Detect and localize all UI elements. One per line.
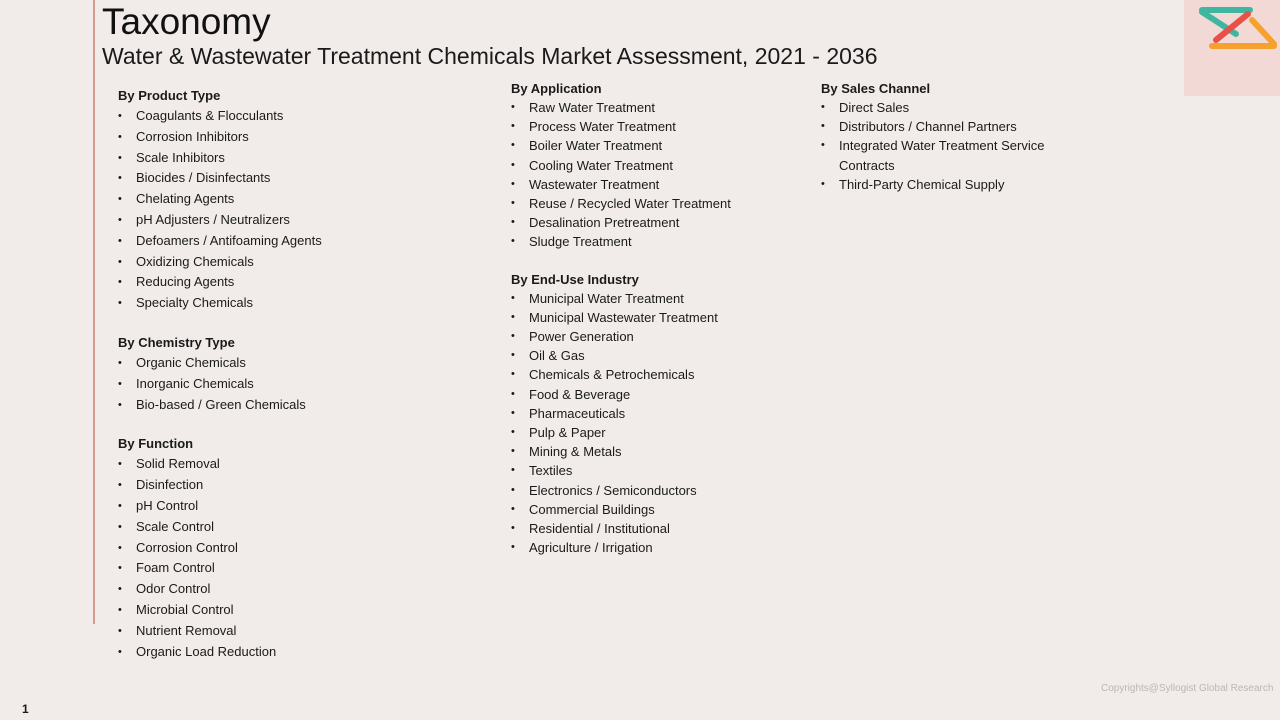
item-list	[118, 454, 488, 662]
list-item: • Odor Control	[118, 579, 488, 600]
list-item: • Microbial Control	[118, 600, 488, 621]
page-subtitle: Water & Wastewater Treatment Chemicals Market Assessment, 2021 - 2036	[102, 43, 878, 69]
list-item: • Raw Water Treatment	[511, 98, 811, 117]
list-item: • Distributors / Channel Partners	[821, 117, 1061, 136]
list-item: • pH Control	[118, 496, 488, 517]
section-function	[118, 433, 488, 662]
list-item: • Third-Party Chemical Supply	[821, 175, 1061, 194]
list-item: • Mining & Metals	[511, 442, 811, 461]
list-item: • Desalination Pretreatment	[511, 213, 811, 232]
list-item: • Specialty Chemicals	[118, 293, 488, 314]
list-item: • Scale Control	[118, 517, 488, 538]
list-item: • Agriculture / Irrigation	[511, 538, 811, 557]
item-list	[511, 289, 811, 558]
logo-panel	[1184, 0, 1280, 96]
list-item: • Oil & Gas	[511, 346, 811, 365]
list-item: • Food & Beverage	[511, 385, 811, 404]
list-item: • Organic Chemicals	[118, 353, 488, 374]
list-item: • Direct Sales	[821, 98, 1061, 117]
section-chemistry-type	[118, 332, 488, 415]
list-item: • Textiles	[511, 461, 811, 480]
taxonomy-column-2	[511, 79, 811, 575]
list-item: • Reducing Agents	[118, 272, 488, 293]
title-accent-line	[93, 0, 95, 624]
list-item: • Chelating Agents	[118, 189, 488, 210]
item-list	[511, 98, 811, 252]
list-item: • Chemicals & Petrochemicals	[511, 365, 811, 384]
list-item: • Integrated Water Treatment Service Contracts	[821, 136, 1061, 174]
list-item: • Disinfection	[118, 475, 488, 496]
list-item: • Bio-based / Green Chemicals	[118, 395, 488, 416]
list-item: • Municipal Water Treatment	[511, 289, 811, 308]
list-item: • Scale Inhibitors	[118, 148, 488, 169]
list-item: • Coagulants & Flocculants	[118, 106, 488, 127]
copyright-text: Copyrights@Syllogist Global Research	[1101, 683, 1274, 694]
list-item: • Municipal Wastewater Treatment	[511, 308, 811, 327]
list-item: • Pulp & Paper	[511, 423, 811, 442]
list-item: • Biocides / Disinfectants	[118, 168, 488, 189]
list-item: • Boiler Water Treatment	[511, 136, 811, 155]
list-item: • Corrosion Inhibitors	[118, 127, 488, 148]
list-item: • pH Adjusters / Neutralizers	[118, 210, 488, 231]
list-item: • Pharmaceuticals	[511, 404, 811, 423]
list-item: • Nutrient Removal	[118, 621, 488, 642]
list-item: • Inorganic Chemicals	[118, 374, 488, 395]
list-item: • Residential / Institutional	[511, 519, 811, 538]
section-product-type	[118, 85, 488, 314]
list-item: • Reuse / Recycled Water Treatment	[511, 194, 811, 213]
section-end-use-industry	[511, 270, 811, 558]
list-item: • Wastewater Treatment	[511, 175, 811, 194]
section-title: By Function	[118, 436, 194, 452]
list-item: • Power Generation	[511, 327, 811, 346]
page-number: 1	[22, 702, 29, 716]
list-item: • Commercial Buildings	[511, 500, 811, 519]
section-title: By Application	[511, 81, 602, 96]
item-list	[821, 98, 1061, 194]
taxonomy-column-1	[118, 85, 488, 680]
item-list	[118, 106, 488, 314]
list-item: • Solid Removal	[118, 454, 488, 475]
item-list	[118, 353, 488, 415]
list-item: • Electronics / Semiconductors	[511, 481, 811, 500]
taxonomy-column-3	[821, 79, 1061, 212]
list-item: • Cooling Water Treatment	[511, 156, 811, 175]
list-item: • Corrosion Control	[118, 538, 488, 559]
section-title: By Chemistry Type	[118, 334, 235, 350]
section-title: By Product Type	[118, 88, 221, 103]
section-application	[511, 79, 811, 252]
section-sales-channel	[821, 79, 1061, 194]
list-item: • Organic Load Reduction	[118, 642, 488, 663]
list-item: • Sludge Treatment	[511, 232, 811, 251]
list-item: • Foam Control	[118, 558, 488, 579]
page-title: Taxonomy	[102, 1, 271, 42]
section-title: By Sales Channel	[821, 81, 931, 96]
list-item: • Defoamers / Antifoaming Agents	[118, 231, 488, 252]
syllogist-logo-icon	[1184, 0, 1280, 96]
list-item: • Oxidizing Chemicals	[118, 252, 488, 273]
list-item: • Process Water Treatment	[511, 117, 811, 136]
section-title: By End-Use Industry	[511, 271, 639, 287]
